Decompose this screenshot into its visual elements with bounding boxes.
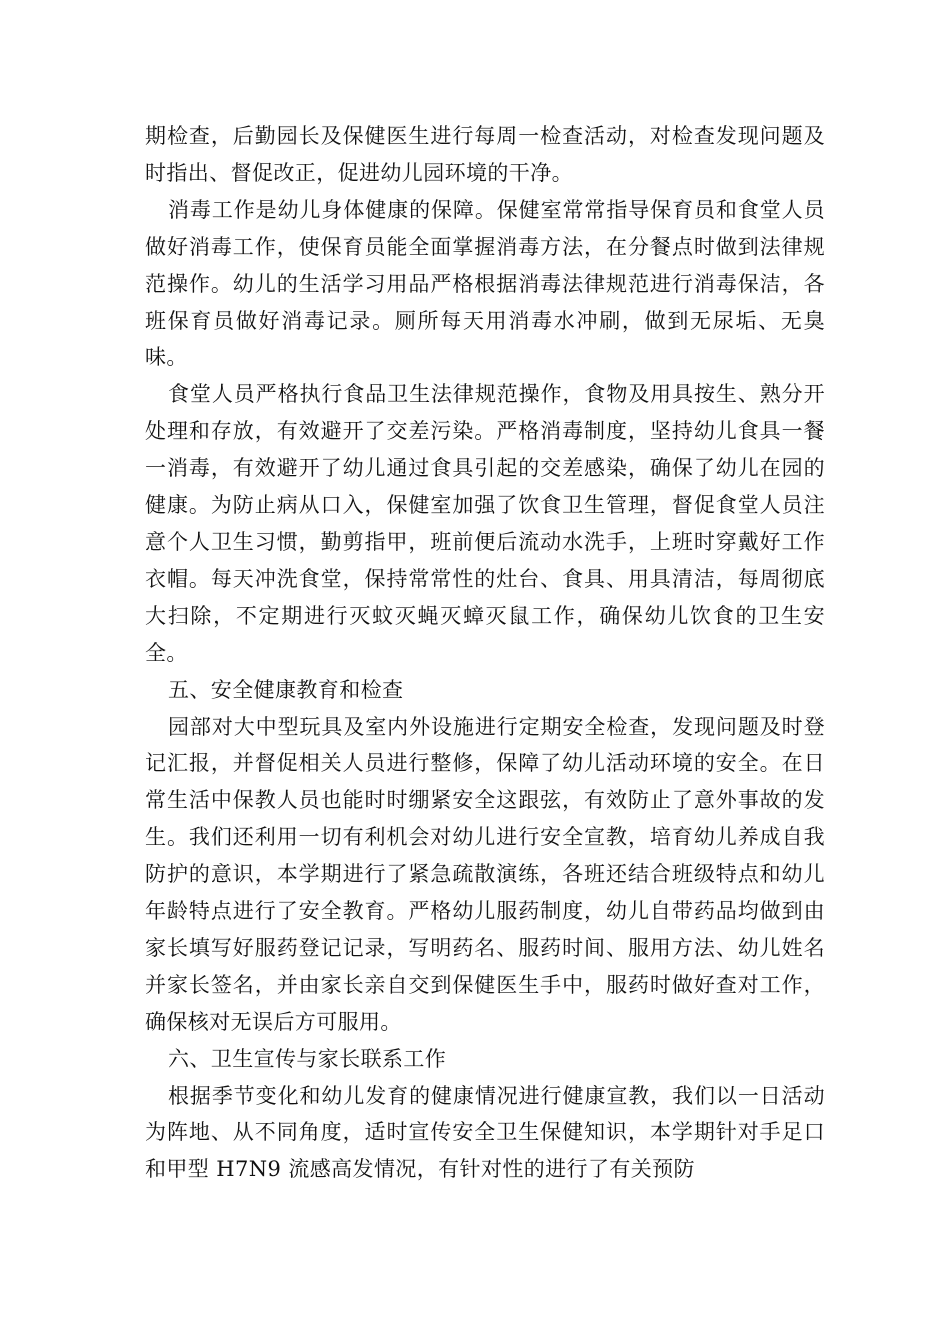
paragraph-publicity: 根据季节变化和幼儿发育的健康情况进行健康宣教，我们以一日活动为阵地、从不同角度，适时宣传安全卫生保健知识，本学期针对手足口和甲型 H7N9 流感高发情况，有针对性的进行了有关预防 (145, 1083, 825, 1182)
paragraph-canteen: 食堂人员严格执行食品卫生法律规范操作，食物及用具按生、熟分开处理和存放，有效避开了交差污染。严格消毒制度，坚持幼儿食具一餐一消毒，有效避开了幼儿通过食具引起的交差感染，确保了幼儿在园的健康。为防止病从口入，保健室加强了饮食卫生管理，督促食堂人员注意个人卫生习惯，勤剪指甲，班前便后流动水洗手，上班时穿戴好工作衣帽。每天冲洗食堂，保持常常性的灶台、食具、用具清洁，每周彻底大扫除，不定期进行灭蚊灭蝇灭蟑灭鼠工作，确保幼儿饮食的卫生安全。 (145, 382, 825, 665)
paragraph-disinfection: 消毒工作是幼儿身体健康的保障。保健室常常指导保育员和食堂人员做好消毒工作，使保育员能全面掌握消毒方法，在分餐点时做到法律规范操作。幼儿的生活学习用品严格根据消毒法律规范进行消毒保洁，各班保育员做好消毒记录。厕所每天用消毒水冲刷，做到无尿垢、无臭味。 (145, 197, 825, 370)
document-body (145, 118, 825, 1188)
section-heading-safety: 五、安全健康教育和检查 (168, 677, 404, 702)
paragraph-safety: 园部对大中型玩具及室内外设施进行定期安全检查，发现问题及时登记汇报，并督促相关人员进行整修，保障了幼儿活动环境的安全。在日常生活中保教人员也能时时绷紧安全这跟弦，有效防止了意外事故的发生。我们还利用一切有利机会对幼儿进行安全宣教，培育幼儿养成自我防护的意识，本学期进行了紧急疏散演练，各班还结合班级特点和幼儿年龄特点进行了安全教育。严格幼儿服药制度，幼儿自带药品均做到由家长填写好服药登记记录，写明药名、服药时间、服用方法、幼儿姓名并家长签名，并由家长亲自交到保健医生手中，服药时做好查对工作，确保核对无误后方可服用。 (145, 714, 825, 1034)
section-heading-hygiene-publicity: 六、卫生宣传与家长联系工作 (168, 1046, 447, 1071)
paragraph-continued-inspection: 期检查，后勤园长及保健医生进行每周一检查活动，对检查发现问题及时指出、督促改正，促进幼儿园环境的干净。 (145, 124, 825, 185)
